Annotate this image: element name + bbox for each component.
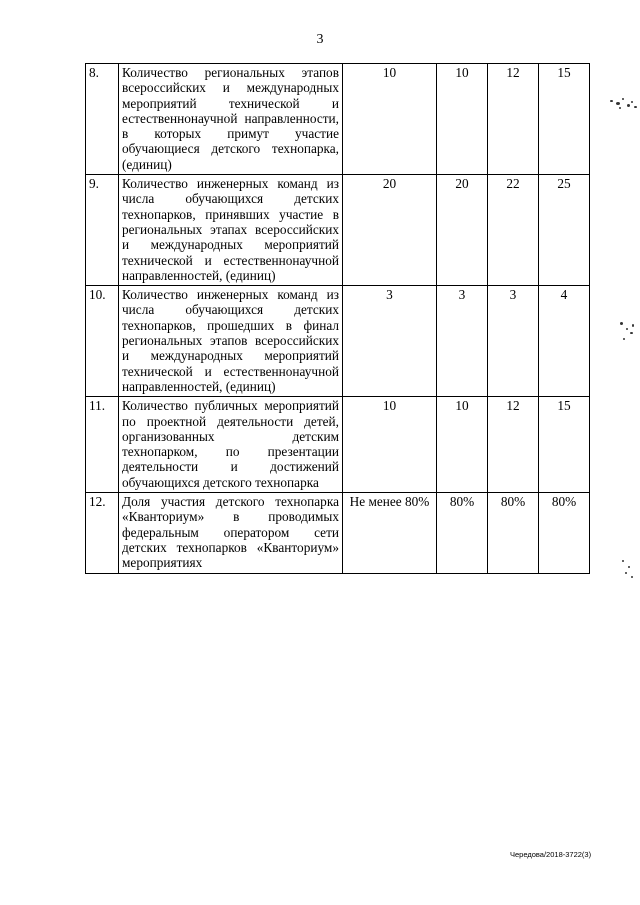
row-value: 10 — [437, 397, 488, 493]
scan-noise-top-right — [600, 92, 638, 120]
row-description: Количество инженерных команд из числа обучающихся детских технопарков, принявших участие в региональных этапах всероссийских и международных мероприятий технической и естественнонаучной направленностей, (единиц) — [119, 175, 343, 286]
row-value: 10 — [437, 64, 488, 175]
row-value: 20 — [437, 175, 488, 286]
row-description: Доля участия детского технопарка «Кванториум» в проводимых федеральным оператором сети детских технопарков «Кванториум» мероприятиях — [119, 493, 343, 573]
row-value: 15 — [539, 397, 590, 493]
row-value: 22 — [488, 175, 539, 286]
row-value: 20 — [343, 175, 437, 286]
document-footer-code: Чередова/2018-3722(3) — [510, 850, 592, 859]
row-value: 3 — [437, 286, 488, 397]
row-value: 15 — [539, 64, 590, 175]
row-value: 12 — [488, 64, 539, 175]
row-value: 80% — [488, 493, 539, 573]
scan-noise-mid-right — [612, 318, 638, 348]
table-row — [86, 175, 590, 286]
row-description: Количество инженерных команд из числа обучающихся детских технопарков, прошедших в финал региональных этапов всероссийских и международных мероприятий технической и естественнонаучной направленностей, (единиц) — [119, 286, 343, 397]
row-value: 80% — [539, 493, 590, 573]
row-number: 8. — [86, 64, 119, 175]
row-value: 12 — [488, 397, 539, 493]
row-value: 25 — [539, 175, 590, 286]
scan-noise-lower-right — [616, 556, 638, 582]
table-row — [86, 493, 590, 573]
table-row — [86, 397, 590, 493]
row-number: 10. — [86, 286, 119, 397]
row-value: 3 — [343, 286, 437, 397]
indicators-table — [85, 63, 590, 574]
row-description: Количество публичных мероприятий по проектной деятельности детей, организованных детским технопарком, по презентации деятельности и достижений обучающихся детского технопарка — [119, 397, 343, 493]
row-value: 80% — [437, 493, 488, 573]
row-number: 12. — [86, 493, 119, 573]
row-description: Количество региональных этапов всероссийских и международных мероприятий технической и естественнонаучной направленности, в которых примут участие обучающиеся детского технопарка, (единиц) — [119, 64, 343, 175]
row-value: 10 — [343, 397, 437, 493]
row-number: 11. — [86, 397, 119, 493]
table-row — [86, 286, 590, 397]
row-value: Не менее 80% — [343, 493, 437, 573]
row-value: 3 — [488, 286, 539, 397]
page-number: 3 — [316, 32, 324, 47]
row-value: 10 — [343, 64, 437, 175]
table-row — [86, 64, 590, 175]
row-number: 9. — [86, 175, 119, 286]
row-value: 4 — [539, 286, 590, 397]
